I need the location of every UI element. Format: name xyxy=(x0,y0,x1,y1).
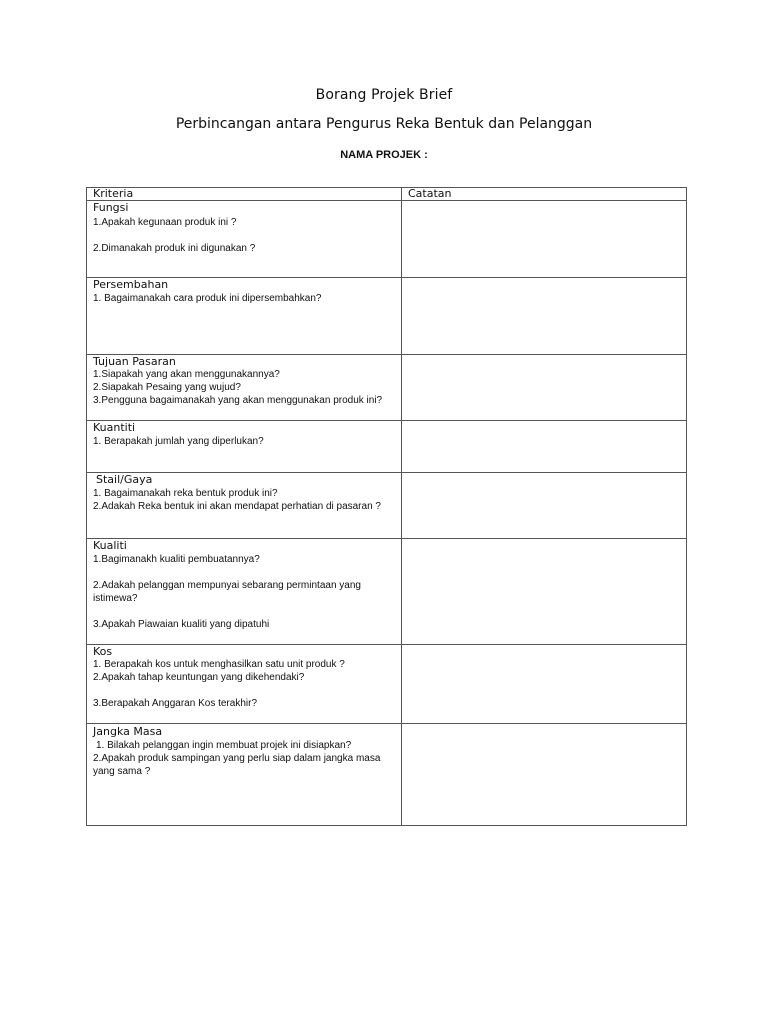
header-notes: Catatan xyxy=(402,188,687,201)
brief-table xyxy=(86,187,687,826)
table-row-stail-gaya xyxy=(87,473,687,539)
criteria-cell xyxy=(87,201,402,278)
question-item: 1.Siapakah yang akan menggunakannya? xyxy=(93,369,280,380)
section-heading: Persembahan xyxy=(93,278,169,291)
criteria-cell xyxy=(87,473,402,539)
question-item: 1. Bilakah pelanggan ingin membuat projek ini disiapkan? xyxy=(96,740,352,751)
question-item: 2.Adakah pelanggan mempunyai sebarang permintaan yang istimewa? xyxy=(93,580,361,604)
document-title: Borang Projek Brief xyxy=(315,87,453,103)
question-item: 2.Dimanakah produk ini digunakan ? xyxy=(93,243,256,254)
section-heading: Stail/Gaya xyxy=(96,473,153,486)
question-item: 2.Adakah Reka bentuk ini akan mendapat perhatian di pasaran ? xyxy=(93,501,381,512)
question-item: 1. Berapakah jumlah yang diperlukan? xyxy=(93,436,264,447)
header-criteria: Kriteria xyxy=(87,188,402,201)
notes-cell[interactable] xyxy=(402,724,687,826)
notes-cell[interactable] xyxy=(402,473,687,539)
question-item: 2.Siapakah Pesaing yang wujud? xyxy=(93,382,241,393)
question-item: 1.Apakah kegunaan produk ini ? xyxy=(93,217,237,228)
notes-cell[interactable] xyxy=(402,645,687,724)
criteria-cell xyxy=(87,645,402,724)
criteria-cell xyxy=(87,724,402,826)
question-item: 2.Apakah tahap keuntungan yang dikehendaki? xyxy=(93,672,305,683)
question-item: 2.Apakah produk sampingan yang perlu siap dalam jangka masa yang sama ? xyxy=(93,753,381,777)
question-item: 1. Bagaimanakah reka bentuk produk ini? xyxy=(93,488,278,499)
table-row-jangka-masa xyxy=(87,724,687,826)
section-heading: Kos xyxy=(93,645,113,658)
project-name-label: NAMA PROJEK : xyxy=(340,149,428,161)
question-item: 1. Berapakah kos untuk menghasilkan satu unit produk ? xyxy=(93,659,345,670)
section-heading: Kuantiti xyxy=(93,421,136,434)
table-header-row xyxy=(87,188,687,201)
question-item: 1.Bagimanakh kualiti pembuatannya? xyxy=(93,554,260,565)
notes-cell[interactable] xyxy=(402,539,687,645)
question-item: 3.Berapakah Anggaran Kos terakhir? xyxy=(93,698,257,709)
question-item: 3.Pengguna bagaimanakah yang akan menggunakan produk ini? xyxy=(93,395,383,406)
section-heading: Tujuan Pasaran xyxy=(93,355,176,368)
section-heading: Jangka Masa xyxy=(93,725,163,738)
criteria-cell xyxy=(87,421,402,473)
table-row-tujuan-pasaran xyxy=(87,355,687,421)
table-row-fungsi xyxy=(87,201,687,278)
document-subtitle: Perbincangan antara Pengurus Reka Bentuk dan Pelanggan xyxy=(175,116,593,132)
question-item: 3.Apakah Piawaian kualiti yang dipatuhi xyxy=(93,619,270,630)
table-row-kuantiti xyxy=(87,421,687,473)
criteria-cell xyxy=(87,355,402,421)
table-row-persembahan xyxy=(87,278,687,355)
notes-cell[interactable] xyxy=(402,201,687,278)
table-row-kos xyxy=(87,645,687,724)
table-row-kualiti xyxy=(87,539,687,645)
section-heading: Kualiti xyxy=(93,539,127,552)
notes-cell[interactable] xyxy=(402,355,687,421)
criteria-cell xyxy=(87,278,402,355)
notes-cell[interactable] xyxy=(402,278,687,355)
criteria-cell xyxy=(87,539,402,645)
section-heading: Fungsi xyxy=(93,201,129,214)
question-item: 1. Bagaimanakah cara produk ini dipersembahkan? xyxy=(93,293,322,304)
notes-cell[interactable] xyxy=(402,421,687,473)
